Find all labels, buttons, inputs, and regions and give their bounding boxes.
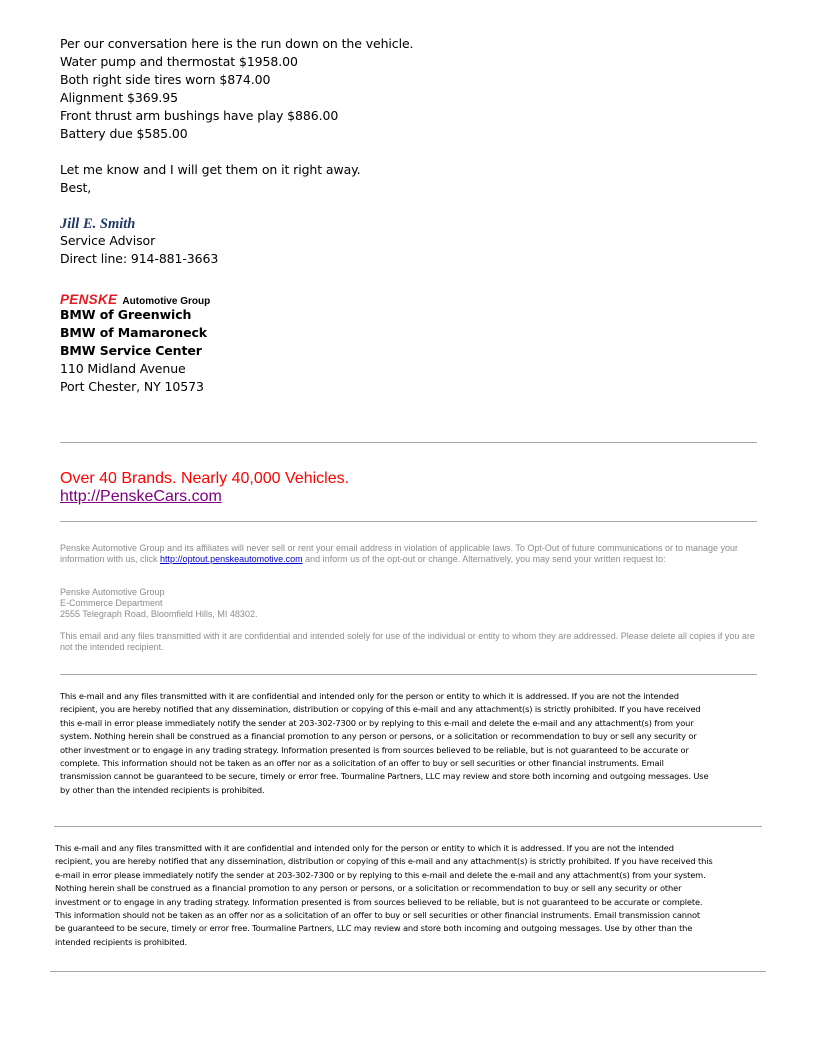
- disclaimer-line: system. Nothing herein shall be construed as a financial promotion to any person or persons, or a solicitation or recommendation to buy or sell any security or: [60, 731, 697, 742]
- divider: [50, 971, 766, 972]
- disclaimer-line: This e-mail and any files transmitted with it are confidential and intended only for the person or entity to which it is addressed. If you are not the intended: [55, 843, 674, 853]
- line-item: Front thrust arm bushings have play $886.00: [60, 108, 339, 123]
- promo-tagline: Over 40 Brands. Nearly 40,000 Vehicles.: [60, 470, 350, 487]
- disclaimer-line: be guaranteed to be secure, timely or error free. Tourmaline Partners, LLC may review and store both incoming and outgoing messages. Use by other than the: [55, 923, 693, 934]
- disclaimer-line: other investment or to engage in any trading strategy. Information presented is from sources believed to be reliable, but is not guaranteed to be accurate or: [60, 744, 689, 755]
- signature-locations: [60, 306, 760, 396]
- address-line: 2555 Telegraph Road, Bloomfield Hills, MI 48302.: [60, 609, 258, 619]
- disclaimer-line: e-mail in error please immediately notify the sender at 203-302-7300 or by replying to this e-mail and delete the e-mail and any attachment(s) from your system.: [55, 869, 706, 880]
- line-item: Both right side tires worn $874.00: [60, 72, 271, 87]
- optout-notice: [60, 543, 757, 565]
- signature-name: Jill E. Smith: [60, 216, 136, 232]
- signature-details: [60, 232, 760, 268]
- disclaimer-line: transmission cannot be guaranteed to be secure, timely or error free. Tourmaline Partners, LLC may review and store both incoming and outgoing messages. Use: [60, 771, 709, 782]
- line-item: Water pump and thermostat $1958.00: [60, 54, 298, 69]
- confidential-notice: This email and any files transmitted with it are confidential and intended solely for use of the individual or entity to whom they are addressed. Please delete all copies if you are not the intended recipient.: [60, 631, 755, 652]
- disclaimer-block: [55, 842, 765, 949]
- message-closing: [60, 161, 760, 197]
- optout-link[interactable]: http://optout.penskeautomotive.com: [160, 554, 303, 564]
- disclaimer-line: This e-mail and any files transmitted with it are confidential and intended only for the person or entity to which it is addressed. If you are not the intended: [60, 691, 679, 701]
- address-line: Penske Automotive Group: [60, 587, 165, 597]
- signature-direct-line: Direct line: 914-881-3663: [60, 251, 219, 266]
- penske-brand-suffix: Automotive Group: [122, 296, 211, 307]
- address-line: E-Commerce Department: [60, 598, 163, 608]
- divider: [60, 521, 757, 522]
- message-intro: Per our conversation here is the run down on the vehicle.: [60, 36, 414, 51]
- line-item: Battery due $585.00: [60, 126, 188, 141]
- disclaimer-line: complete. This information should not be taken as an offer nor as a solicitation of an offer to buy or sell securities or other financial instruments. Email: [60, 758, 664, 769]
- location-name: BMW of Mamaroneck: [60, 325, 207, 340]
- divider: [54, 826, 762, 827]
- disclaimer-line: This information should not be taken as an offer nor as a solicitation of an offer to buy or sell securities or other financial instruments. Email transmission cannot: [55, 910, 700, 921]
- optout-text-before: Penske Automotive Group and its affiliates will never sell or rent your email address in violation of applicable laws. To Opt-Out of future communications or to manage your information with us, click: [60, 543, 739, 564]
- sign-off: Best,: [60, 180, 92, 195]
- disclaimer-line: this e-mail in error please immediately notify the sender at 203-302-7300 or by replying to this e-mail and delete the e-mail and any attachment(s) from your: [60, 717, 694, 728]
- disclaimer-line: investment or to engage in any trading strategy. Information presented is from sources believed to be reliable, but is not guaranteed to be accurate or complete.: [55, 896, 703, 907]
- address-line: 110 Midland Avenue: [60, 361, 186, 376]
- optout-address: [60, 587, 757, 620]
- location-name: BMW of Greenwich: [60, 307, 192, 322]
- line-item: Alignment $369.95: [60, 90, 179, 105]
- signature-title: Service Advisor: [60, 233, 156, 248]
- disclaimer-line: intended recipients is prohibited.: [55, 936, 187, 947]
- closing-line: Let me know and I will get them on it right away.: [60, 162, 361, 177]
- address-line: Port Chester, NY 10573: [60, 379, 204, 394]
- penske-brand: PENSKE: [60, 292, 118, 307]
- penskecars-link[interactable]: http://PenskeCars.com: [60, 488, 222, 505]
- disclaimer-line: Nothing herein shall be construed as a financial promotion to any person or persons, or a solicitation or recommendation to buy or sell any security or other: [55, 883, 682, 894]
- message-body: [60, 35, 760, 143]
- disclaimer-line: by other than the intended recipients is prohibited.: [60, 784, 265, 795]
- divider: [60, 674, 757, 675]
- disclaimer-line: recipient, you are hereby notified that any dissemination, distribution or copying of this e-mail and any attachment(s) is strictly prohibited. If you have received: [60, 704, 701, 715]
- disclaimer-line: recipient, you are hereby notified that any dissemination, distribution or copying of this e-mail and any attachment(s) is strictly prohibited. If you have received this: [55, 856, 713, 867]
- disclaimer-block: [60, 690, 760, 797]
- location-name: BMW Service Center: [60, 343, 202, 358]
- divider: [60, 442, 757, 443]
- optout-text-after: and inform us of the opt-out or change. Alternatively, you may send your written request to:: [302, 554, 666, 564]
